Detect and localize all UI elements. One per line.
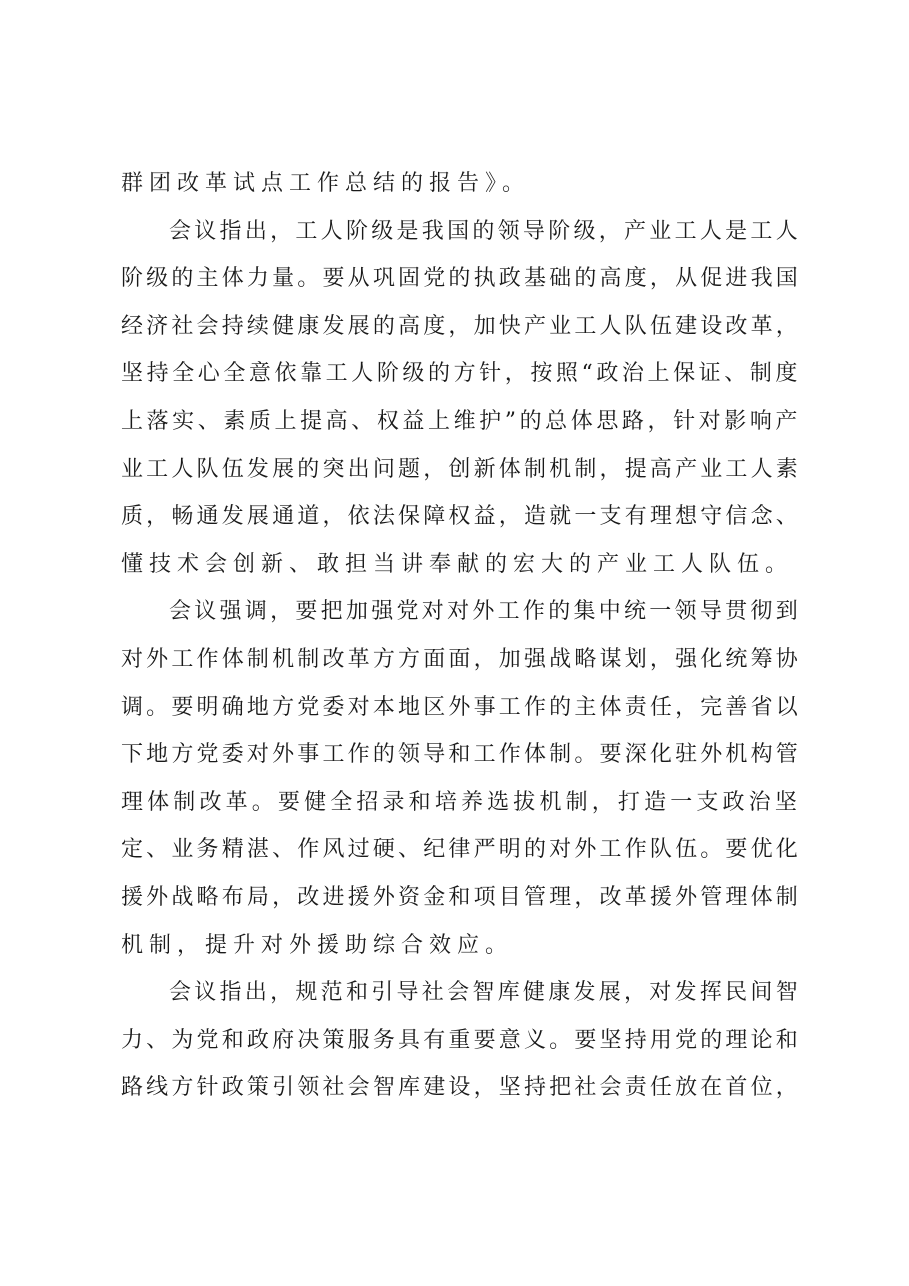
text-line: 定、业务精湛、作风过硬、纪律严明的对外工作队伍。要优化 <box>121 837 801 863</box>
text-line: 理体制改革。要健全招录和培养选拔机制，打造一支政治坚 <box>121 789 801 815</box>
text-line: 质，畅通发展通道，依法保障权益，造就一支有理想守信念、 <box>121 504 801 530</box>
paragraph-1 <box>121 160 801 208</box>
paragraph-4 <box>121 969 801 1112</box>
text-line: 会议强调，要把加强党对对外工作的集中统一领导贯彻到 <box>169 599 801 625</box>
text-line: 会议指出，工人阶级是我国的领导阶级，产业工人是工人 <box>169 218 801 244</box>
text-line: 路线方针政策引领社会智库建设，坚持把社会责任放在首位， <box>121 1075 801 1101</box>
text-line: 会议指出，规范和引导社会智库健康发展，对发挥民间智 <box>169 980 801 1006</box>
text-line: 机制，提升对外援助综合效应。 <box>121 932 514 958</box>
text-line: 经济社会持续健康发展的高度，加快产业工人队伍建设改革， <box>121 313 801 339</box>
text-line: 上落实、素质上提高、权益上维护”的总体思路，针对影响产 <box>121 408 801 434</box>
text-line: 调。要明确地方党委对本地区外事工作的主体责任，完善省以 <box>121 694 801 720</box>
paragraph-2 <box>121 208 801 589</box>
text-line: 力、为党和政府决策服务具有重要意义。要坚持用党的理论和 <box>121 1027 801 1053</box>
text-line: 援外战略布局，改进援外资金和项目管理，改革援外管理体制 <box>121 884 801 910</box>
text-line: 群团改革试点工作总结的报告》。 <box>121 171 531 196</box>
paragraph-3 <box>121 588 801 969</box>
text-line: 下地方党委对外事工作的领导和工作体制。要深化驻外机构管 <box>121 742 801 768</box>
text-line: 业工人队伍发展的突出问题，创新体制机制，提高产业工人素 <box>121 456 801 482</box>
text-line: 懂技术会创新、敢担当讲奉献的宏大的产业工人队伍。 <box>121 551 794 577</box>
text-line: 阶级的主体力量。要从巩固党的执政基础的高度，从促进我国 <box>121 266 801 292</box>
text-line: 坚持全心全意依靠工人阶级的方针，按照“政治上保证、制度 <box>121 361 801 387</box>
text-line: 对外工作体制机制改革方方面面，加强战略谋划，强化统筹协 <box>121 646 801 672</box>
body-text <box>121 160 801 1112</box>
